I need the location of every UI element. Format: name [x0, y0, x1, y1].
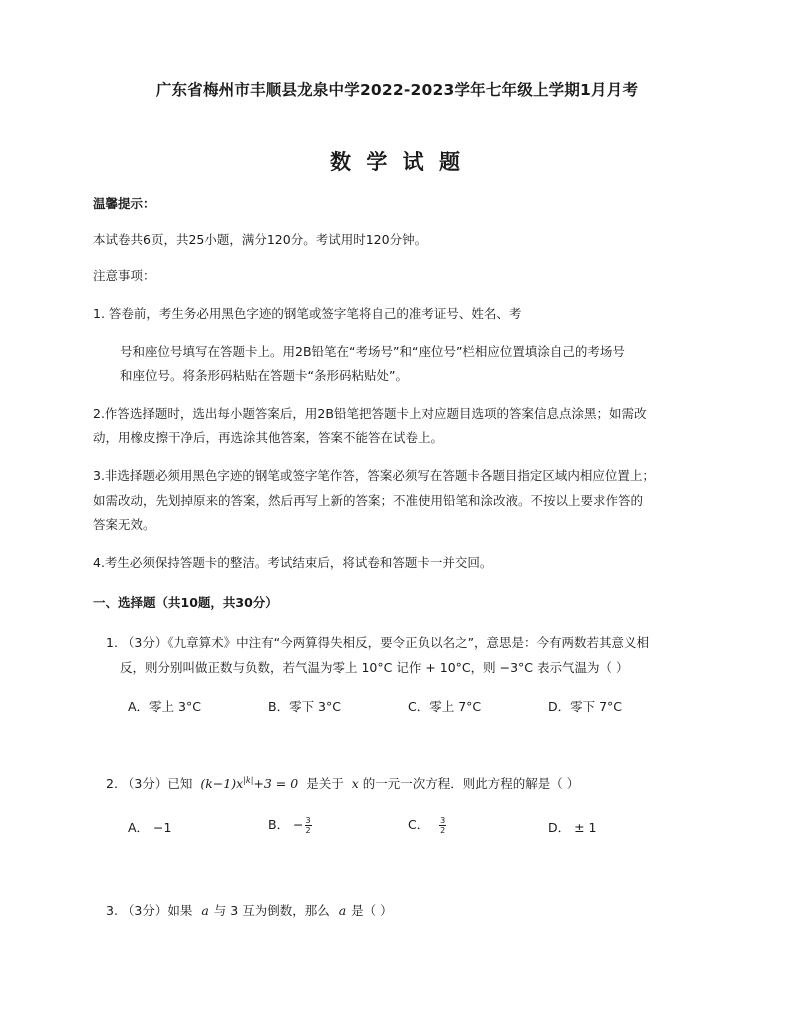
question-3-variable-a-2: a	[338, 903, 347, 918]
question-2-prefix: 2. （3分）已知	[106, 776, 193, 792]
question-2-tail: 的一元一次方程．则此方程的解是（ ）	[362, 776, 580, 792]
note-1-line-3: 和座位号。将条形码粘贴在答题卡“条形码粘贴处”。	[120, 368, 408, 383]
question-1-option-c: C．零上 7°C	[408, 699, 482, 714]
question-2-equation-lhs: (k−1)x	[200, 776, 244, 792]
question-3-variable-a: a	[201, 903, 209, 918]
question-2-suffix: 是关于	[306, 776, 344, 792]
fraction-denominator: 2	[305, 826, 311, 835]
question-2-variable: x	[351, 776, 359, 792]
question-1-option-a: A．零上 3°C	[128, 699, 201, 714]
question-1-option-d: D．零下 7°C	[548, 699, 623, 714]
note-1-line-2: 号和座位号填写在答题卡上。用2B铅笔在“考场号”和“座位号”栏相应位置填涂自己的考场号	[120, 344, 625, 359]
fraction-numerator: 3	[305, 816, 311, 825]
note-1-line-1: 1. 答卷前，考生务必用黑色字迹的钢笔或签字笔将自己的准考证号、姓名、考	[93, 306, 522, 321]
subject-title: 数 学 试 题	[330, 150, 464, 174]
question-2-option-a: A． −1	[128, 820, 172, 835]
note-2-line-2: 动，用橡皮擦干净后，再选涂其他答案，答案不能答在试卷上。	[93, 430, 444, 445]
question-2-option-b-fraction	[305, 816, 312, 835]
question-2-option-c-fraction	[439, 816, 446, 835]
note-3-line-3: 答案无效。	[93, 517, 156, 532]
question-1-option-b: B．零下 3°C	[268, 699, 341, 714]
note-2-line-1: 2.作答选择题时，选出每小题答案后，用2B铅笔把答题卡上对应题目选项的答案信息点涂黑；如需改	[93, 406, 647, 421]
exam-header-title: 广东省梅州市丰顺县龙泉中学2022-2023学年七年级上学期1月月考	[155, 81, 639, 99]
question-1-line-1: 1. （3分）《九章算术》中注有“今两算得失相反，要令正负以名之”，意思是：今有两数若其意义相	[106, 635, 650, 650]
question-3-stem	[106, 902, 393, 920]
tips-info: 本试卷共6页，共25小题，满分120分。考试用时120分钟。	[93, 232, 428, 247]
note-3-line-1: 3.非选择题必须用黑色字迹的钢笔或签字笔作答，答案必须写在答题卡各题目指定区域内相应位置上；	[93, 468, 655, 483]
question-2-stem	[106, 772, 579, 793]
question-2-option-b-label: B． −	[268, 817, 304, 832]
question-1-line-2: 反，则分别叫做正数与负数，若气温为零上 10°C 记作 + 10°C，则 −3°C 表示气温为（ ）	[120, 660, 629, 675]
question-3-tail: 是（ ）	[351, 903, 393, 918]
question-2-equation-rhs: +3 = 0	[253, 776, 299, 792]
question-2-option-c	[408, 815, 446, 835]
question-2-exponent: |k|	[243, 776, 254, 785]
fraction-denominator: 2	[440, 826, 446, 835]
note-3-line-2: 如需改动，先划掉原来的答案，然后再写上新的答案；不准使用铅笔和涂改液。不按以上要求作答的	[93, 493, 644, 508]
section-1-heading: 一、选择题（共10题，共30分）	[93, 595, 278, 610]
question-3-middle: 与 3 互为倒数，那么	[213, 903, 330, 918]
question-3-prefix: 3. （3分）如果	[106, 903, 193, 918]
note-4-line-1: 4.考生必须保持答题卡的整洁。考试结束后，将试卷和答题卡一并交回。	[93, 555, 493, 570]
tips-heading: 温馨提示：	[93, 196, 156, 211]
question-2-option-c-label: C．	[408, 817, 430, 832]
fraction-numerator: 3	[440, 816, 446, 825]
question-2-option-d: D． ± 1	[548, 820, 597, 835]
notes-heading: 注意事项：	[93, 268, 156, 283]
question-2-option-b	[268, 815, 312, 835]
